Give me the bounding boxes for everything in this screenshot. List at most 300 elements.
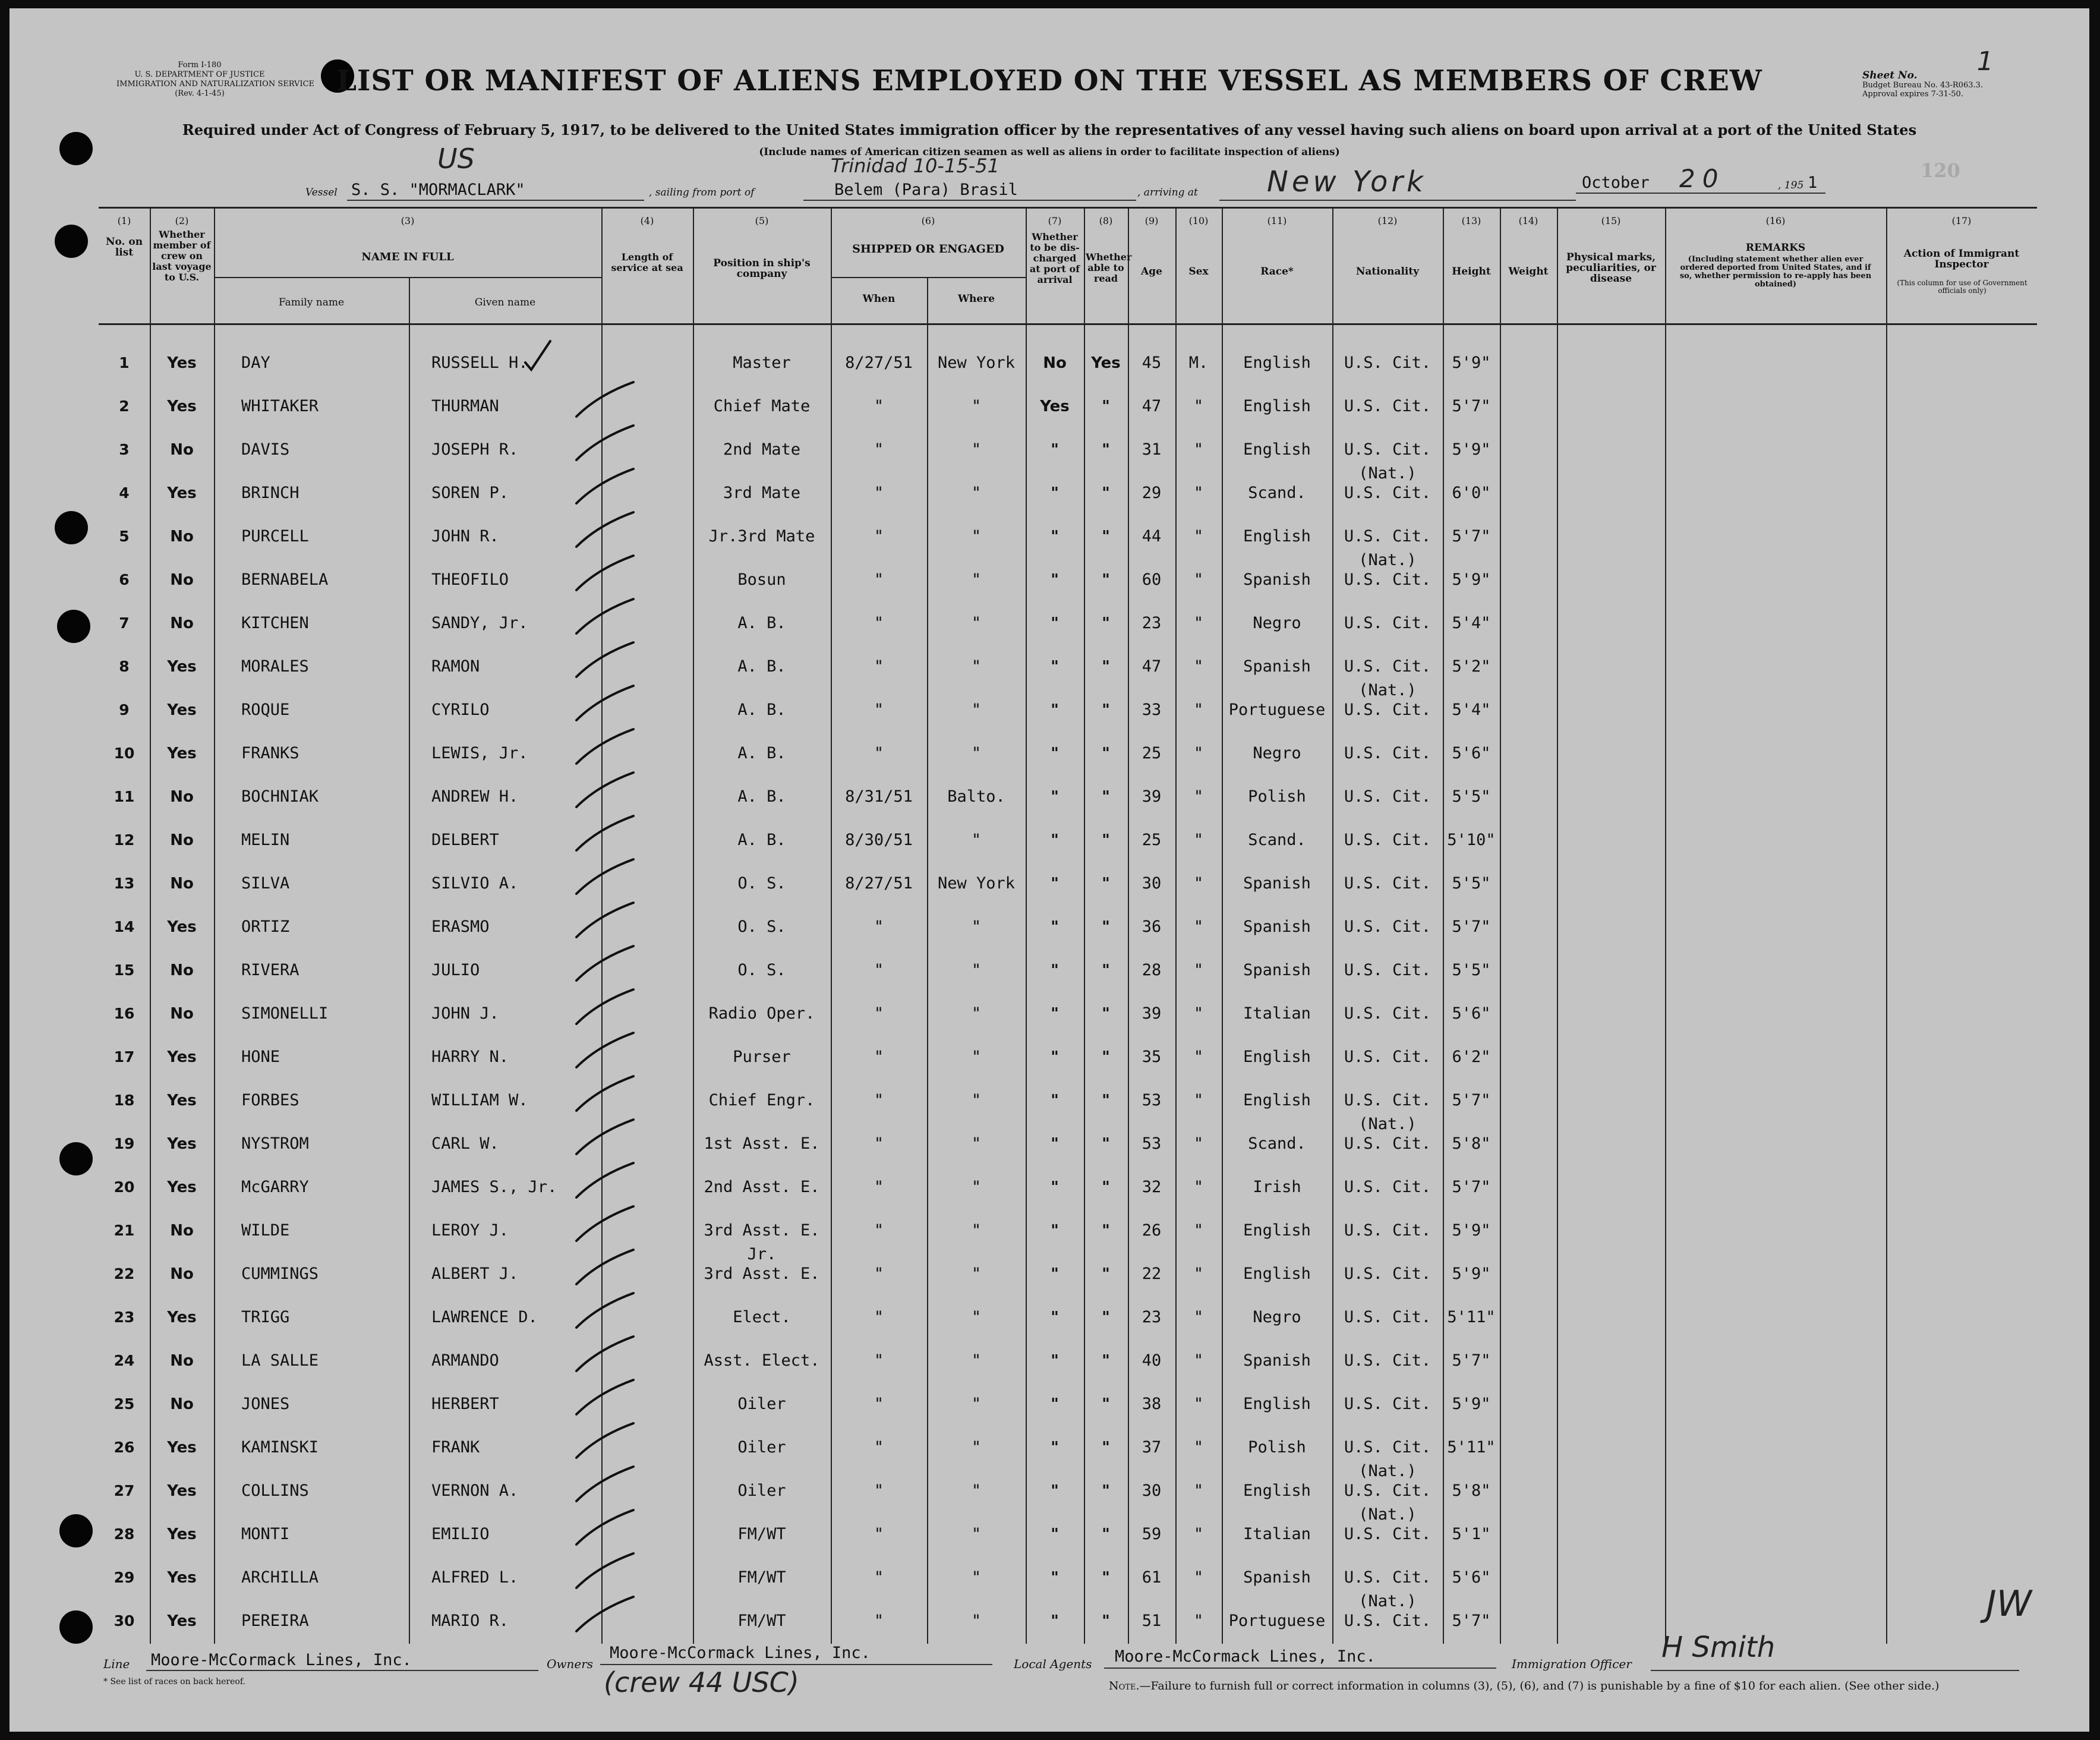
position: Jr.3rd Mate — [708, 527, 815, 546]
penalty-note — [1109, 1679, 1939, 1692]
able-to-read: " — [1102, 1309, 1110, 1326]
race: Negro — [1253, 1308, 1301, 1326]
height: 5'7" — [1452, 1612, 1491, 1630]
family-name: RIVERA — [241, 961, 299, 979]
nationality: U.S. Cit. — [1344, 614, 1431, 632]
family-name: ARCHILLA — [241, 1568, 319, 1587]
able-to-read: Yes — [1091, 354, 1121, 372]
column-number-c8: (8) — [1099, 215, 1113, 226]
age: 31 — [1142, 440, 1162, 459]
able-to-read: " — [1102, 1178, 1110, 1196]
sex: " — [1193, 484, 1204, 502]
check-mark-icon — [572, 727, 637, 768]
sex: " — [1193, 874, 1204, 893]
check-mark-icon — [572, 597, 637, 638]
discharged: " — [1051, 918, 1059, 936]
height: 5'7" — [1452, 1091, 1491, 1109]
age: 51 — [1142, 1612, 1162, 1630]
header-remarks: REMARKS — [1745, 242, 1806, 254]
nationality: U.S. Cit. — [1344, 961, 1431, 979]
note-text: —Failure to furnish full or correct information in columns (3), (5), (6), and (7) is punishable by a fine of $10 for each alien. (See other side.) — [1139, 1679, 1940, 1692]
age: 36 — [1142, 918, 1162, 936]
nationality: U.S. Cit. — [1344, 874, 1431, 893]
age: 23 — [1142, 614, 1162, 632]
row-number: 22 — [113, 1265, 135, 1282]
family-name: DAVIS — [241, 440, 290, 459]
family-name: KITCHEN — [241, 614, 309, 632]
family-name: SIMONELLI — [241, 1004, 329, 1023]
given-name: THURMAN — [431, 397, 499, 415]
able-to-read: " — [1102, 701, 1110, 719]
agents-value: Moore-McCormack Lines, Inc. — [1115, 1647, 1376, 1666]
sex: " — [1193, 701, 1204, 719]
race: Italian — [1243, 1004, 1311, 1023]
nationality: U.S. Cit. — [1344, 440, 1431, 459]
given-name: JOHN J. — [431, 1004, 499, 1023]
given-name: RUSSELL H. — [431, 354, 528, 372]
given-name: ERASMO — [431, 918, 490, 936]
sex: M. — [1188, 354, 1209, 372]
row-number: 12 — [113, 831, 135, 849]
race: Polish — [1248, 787, 1306, 806]
last-voyage: Yes — [167, 1178, 197, 1196]
nationality: U.S. Cit. — [1344, 1178, 1431, 1196]
check-mark-icon — [572, 1594, 637, 1636]
sex: " — [1193, 440, 1204, 459]
able-to-read: " — [1102, 1569, 1110, 1587]
age: 38 — [1142, 1395, 1162, 1413]
naturalized-note: (Nat.) — [1358, 1115, 1417, 1133]
race: English — [1243, 1221, 1311, 1240]
position: 3rd Asst. E. — [704, 1221, 820, 1240]
shipped-sub-rule — [831, 277, 1026, 278]
family-name: DAY — [241, 354, 270, 372]
arrival-month: October — [1582, 174, 1650, 192]
last-voyage: Yes — [167, 1525, 197, 1543]
shipped-where: " — [971, 1351, 982, 1370]
shipped-when: " — [874, 614, 884, 632]
race: Portuguese — [1228, 1612, 1326, 1630]
budget-bureau: Budget Bureau No. 43-R063.3. — [1862, 81, 1984, 90]
sex: " — [1193, 570, 1204, 589]
last-voyage: Yes — [167, 1092, 197, 1109]
shipped-when: " — [874, 1525, 884, 1543]
shipped-where: " — [971, 1134, 982, 1153]
height: 5'7" — [1452, 527, 1491, 546]
shipped-where: " — [971, 831, 982, 849]
age: 25 — [1142, 831, 1162, 849]
column-number-c16: (16) — [1765, 215, 1786, 226]
row-number: 10 — [113, 745, 135, 762]
height: 6'0" — [1452, 484, 1491, 502]
given-name: MARIO R. — [431, 1612, 509, 1630]
last-voyage: Yes — [167, 484, 197, 502]
last-voyage: No — [170, 1395, 194, 1413]
height: 5'10" — [1447, 831, 1496, 849]
port-handwritten: Trinidad 10-15-51 — [831, 155, 999, 177]
column-rule — [1557, 207, 1558, 1644]
shipped-when: " — [874, 397, 884, 415]
manifest-subnote: (Include names of American citizen seamen as well as aliens in order to facilitate inspection of aliens) — [759, 146, 1340, 158]
header-last-voyage: Whether member of crew on last voyage to U.S. — [152, 229, 212, 283]
able-to-read: " — [1102, 745, 1110, 762]
row-number: 4 — [119, 484, 130, 502]
discharged: " — [1051, 1005, 1059, 1023]
check-mark-icon — [572, 770, 637, 812]
sex: " — [1193, 1438, 1204, 1457]
family-name: JONES — [241, 1395, 290, 1413]
able-to-read: " — [1102, 1612, 1110, 1630]
family-name: BERNABELA — [241, 570, 329, 589]
row-number: 26 — [113, 1439, 135, 1456]
height: 5'7" — [1452, 918, 1491, 936]
race: English — [1243, 1091, 1311, 1109]
sailing-from-label: , sailing from port of — [649, 187, 755, 198]
shipped-where: " — [971, 1395, 982, 1413]
vessel-label: Vessel — [305, 187, 338, 198]
position: 2nd Asst. E. — [704, 1178, 820, 1196]
position: Chief Engr. — [708, 1091, 815, 1109]
header-age: Age — [1141, 266, 1162, 278]
header-race: Race* — [1260, 266, 1294, 278]
discharged: " — [1051, 658, 1059, 676]
sex: " — [1193, 1265, 1204, 1283]
punch-hole — [55, 511, 88, 544]
age: 59 — [1142, 1525, 1162, 1543]
race: English — [1243, 1395, 1311, 1413]
shipped-where: " — [971, 1004, 982, 1023]
age: 33 — [1142, 701, 1162, 719]
column-number-c4: (4) — [640, 215, 654, 226]
height: 5'11" — [1447, 1308, 1496, 1326]
nationality: U.S. Cit. — [1344, 657, 1431, 676]
discharged: " — [1051, 441, 1059, 459]
position: Master — [733, 354, 791, 372]
header-able-to-read: Whether able to read — [1086, 251, 1132, 284]
discharged: " — [1051, 1048, 1059, 1066]
check-mark-icon — [572, 1508, 637, 1549]
sheet-no-label: Sheet No. — [1862, 70, 1918, 81]
shipped-when: 8/27/51 — [845, 354, 913, 372]
position: FM/WT — [737, 1568, 786, 1587]
race: Scand. — [1248, 484, 1306, 502]
last-voyage: Yes — [167, 1135, 197, 1153]
race: Spanish — [1243, 874, 1311, 893]
nationality: U.S. Cit. — [1344, 701, 1431, 719]
able-to-read: " — [1102, 1048, 1110, 1066]
discharged: Yes — [1040, 398, 1070, 415]
check-mark-icon — [572, 1204, 637, 1246]
nationality: U.S. Cit. — [1344, 1004, 1431, 1023]
header-no-on-list: No. on list — [105, 236, 143, 259]
height: 5'8" — [1452, 1481, 1491, 1500]
height: 5'9" — [1452, 440, 1491, 459]
position: A. B. — [737, 701, 786, 719]
height: 5'9" — [1452, 1221, 1491, 1240]
last-voyage: Yes — [167, 354, 197, 372]
given-name: ALFRED L. — [431, 1568, 519, 1587]
shipped-where: " — [971, 1091, 982, 1109]
shipped-when: " — [874, 570, 884, 589]
height: 5'9" — [1452, 1265, 1491, 1283]
family-name: MORALES — [241, 657, 309, 676]
family-name: MELIN — [241, 831, 290, 849]
shipped-where: " — [971, 527, 982, 546]
sex: " — [1193, 657, 1204, 676]
race: English — [1243, 1048, 1311, 1066]
sex: " — [1193, 614, 1204, 632]
given-name: HARRY N. — [431, 1048, 509, 1066]
agents-label: Local Agents — [1014, 1657, 1092, 1671]
sex: " — [1193, 1048, 1204, 1066]
sex: " — [1193, 1612, 1204, 1630]
discharged: " — [1051, 1135, 1059, 1153]
nationality: U.S. Cit. — [1344, 1221, 1431, 1240]
check-mark-icon — [522, 336, 587, 378]
family-name: McGARRY — [241, 1178, 309, 1196]
column-rule — [214, 207, 215, 1644]
nationality: U.S. Cit. — [1344, 1265, 1431, 1283]
given-name: HERBERT — [431, 1395, 499, 1413]
race: Polish — [1248, 1438, 1306, 1457]
check-mark-icon — [572, 640, 637, 682]
nationality: U.S. Cit. — [1344, 1481, 1431, 1500]
column-number-c15: (15) — [1601, 215, 1621, 226]
family-name: MONTI — [241, 1525, 290, 1543]
age: 40 — [1142, 1351, 1162, 1370]
last-voyage: No — [170, 1222, 194, 1240]
check-mark-icon — [572, 466, 637, 508]
row-number: 13 — [113, 875, 135, 892]
able-to-read: " — [1102, 614, 1110, 632]
shipped-where: " — [971, 397, 982, 415]
sex: " — [1193, 1395, 1204, 1413]
column-number-c11: (11) — [1267, 215, 1287, 226]
able-to-read: " — [1102, 1352, 1110, 1370]
position: Chief Mate — [713, 397, 811, 415]
discharged: " — [1051, 1612, 1059, 1630]
check-mark-icon — [572, 423, 637, 465]
height: 5'4" — [1452, 614, 1491, 632]
family-name: FORBES — [241, 1091, 299, 1109]
discharged: " — [1051, 701, 1059, 719]
nationality: U.S. Cit. — [1344, 1395, 1431, 1413]
given-name: ALBERT J. — [431, 1265, 519, 1283]
sex: " — [1193, 1178, 1204, 1196]
discharged: " — [1051, 875, 1059, 893]
position: Purser — [733, 1048, 791, 1066]
check-mark-icon — [572, 1074, 637, 1115]
race: Negro — [1253, 614, 1301, 632]
header-where: Where — [957, 293, 995, 305]
race: Negro — [1253, 744, 1301, 762]
check-mark-icon — [572, 944, 637, 985]
able-to-read: " — [1102, 1005, 1110, 1023]
row-number: 30 — [113, 1612, 135, 1629]
nationality: U.S. Cit. — [1344, 397, 1431, 415]
shipped-when: 8/27/51 — [845, 874, 913, 893]
position: A. B. — [737, 657, 786, 676]
shipped-where: " — [971, 701, 982, 719]
arriving-port-handwritten: New York — [1267, 165, 1427, 198]
approval-expires: Approval expires 7-31-50. — [1862, 90, 1963, 99]
header-remarks-sub: (Including statement whether alien ever ordered deported from United States, and if so, whether permission to re-apply has been obtained) — [1679, 255, 1872, 289]
last-voyage: Yes — [167, 658, 197, 676]
family-name: KAMINSKI — [241, 1438, 319, 1457]
position: O. S. — [737, 874, 786, 893]
age: 47 — [1142, 657, 1162, 676]
header-sex: Sex — [1188, 266, 1209, 278]
discharged: " — [1051, 1222, 1059, 1240]
shipped-when: " — [874, 440, 884, 459]
header-when: When — [862, 293, 896, 305]
shipped-where: New York — [937, 874, 1016, 893]
row-number: 16 — [113, 1005, 135, 1022]
shipped-where: Balto. — [947, 787, 1005, 806]
shipped-when: " — [874, 1351, 884, 1370]
check-mark-icon — [572, 814, 637, 855]
sex: " — [1193, 961, 1204, 979]
able-to-read: " — [1102, 1265, 1110, 1283]
last-voyage: Yes — [167, 398, 197, 415]
sheet-no-value: 1 — [1976, 46, 1994, 77]
family-name: ROQUE — [241, 701, 290, 719]
age: 39 — [1142, 1004, 1162, 1023]
header-nationality: Nationality — [1355, 266, 1420, 278]
last-voyage: No — [170, 1005, 194, 1023]
check-mark-icon — [572, 1464, 637, 1506]
nationality: U.S. Cit. — [1344, 354, 1431, 372]
header-action-sub: (This column for use of Government officials only) — [1897, 279, 2028, 295]
column-number-c17: (17) — [1951, 215, 1972, 226]
header-shipped-or-engaged: SHIPPED OR ENGAGED — [852, 242, 1004, 256]
age: 47 — [1142, 397, 1162, 415]
position-prefix: Jr. — [747, 1245, 777, 1263]
race: English — [1243, 527, 1311, 546]
race: Spanish — [1243, 918, 1311, 936]
header-length-of-service: Length of service at sea — [611, 251, 683, 273]
able-to-read: " — [1102, 1222, 1110, 1240]
discharged: " — [1051, 788, 1059, 806]
position: 1st Asst. E. — [704, 1134, 820, 1153]
row-number: 29 — [113, 1569, 135, 1586]
height: 5'7" — [1452, 1178, 1491, 1196]
header-height: Height — [1452, 266, 1491, 278]
row-number: 18 — [113, 1092, 135, 1109]
shipped-where: " — [971, 961, 982, 979]
races-note: * See list of races on back hereof. — [103, 1677, 245, 1687]
naturalized-note: (Nat.) — [1358, 1462, 1417, 1480]
check-mark-icon — [572, 1161, 637, 1202]
header-given-name: Given name — [474, 297, 536, 308]
discharged: " — [1051, 1569, 1059, 1587]
column-number-c7: (7) — [1048, 215, 1062, 226]
discharged: " — [1051, 1178, 1059, 1196]
age: 60 — [1142, 570, 1162, 589]
shipped-when: " — [874, 918, 884, 936]
age: 30 — [1142, 874, 1162, 893]
discharged: " — [1051, 1092, 1059, 1109]
last-voyage: No — [170, 1265, 194, 1283]
race: English — [1243, 1481, 1311, 1500]
given-name: CYRILO — [431, 701, 490, 719]
position: A. B. — [737, 787, 786, 806]
able-to-read: " — [1102, 1135, 1110, 1153]
shipped-where: " — [971, 484, 982, 502]
check-mark-icon — [572, 1030, 637, 1072]
height: 5'9" — [1452, 354, 1491, 372]
column-number-c3: (3) — [401, 215, 415, 226]
column-number-c2: (2) — [175, 215, 189, 226]
owners-label: Owners — [547, 1657, 594, 1671]
column-rule — [1665, 207, 1666, 1644]
able-to-read: " — [1102, 918, 1110, 936]
shipped-where: " — [971, 657, 982, 676]
check-mark-icon — [572, 1117, 637, 1159]
check-mark-icon — [572, 1291, 637, 1332]
column-rule — [1500, 207, 1501, 1644]
given-name: THEOFILO — [431, 570, 509, 589]
able-to-read: " — [1102, 962, 1110, 979]
form-rev: (Rev. 4-1-45) — [175, 89, 225, 98]
header-weight: Weight — [1508, 266, 1549, 278]
height: 5'6" — [1452, 1568, 1491, 1587]
age: 53 — [1142, 1091, 1162, 1109]
row-number: 1 — [119, 354, 130, 371]
check-mark-icon — [572, 553, 637, 595]
position: O. S. — [737, 961, 786, 979]
arrival-year-suffix: 1 — [1808, 174, 1818, 192]
shipped-where: " — [971, 1612, 982, 1630]
punch-hole — [59, 1142, 93, 1175]
able-to-read: " — [1102, 875, 1110, 893]
row-number: 15 — [113, 962, 135, 979]
nationality: U.S. Cit. — [1344, 787, 1431, 806]
height: 5'5" — [1452, 874, 1491, 893]
punch-hole — [59, 1514, 93, 1547]
family-name: SILVA — [241, 874, 290, 893]
shipped-when: " — [874, 1481, 884, 1500]
column-number-c10: (10) — [1188, 215, 1209, 226]
position: A. B. — [737, 744, 786, 762]
sex: " — [1193, 744, 1204, 762]
family-name: NYSTROM — [241, 1134, 309, 1153]
height: 5'6" — [1452, 744, 1491, 762]
shipped-when: " — [874, 1221, 884, 1240]
check-mark-icon — [572, 683, 637, 725]
check-mark-icon — [572, 987, 637, 1029]
nationality: U.S. Cit. — [1344, 744, 1431, 762]
height: 5'1" — [1452, 1525, 1491, 1543]
given-name: LEROY J. — [431, 1221, 509, 1240]
shipped-when: " — [874, 1612, 884, 1630]
check-mark-icon — [572, 1551, 637, 1593]
last-voyage: Yes — [167, 1569, 197, 1587]
manifest-title: LIST OR MANIFEST OF ALIENS EMPLOYED ON THE VESSEL AS MEMBERS OF CREW — [336, 64, 1762, 97]
nationality: U.S. Cit. — [1344, 1351, 1431, 1370]
height: 5'4" — [1452, 701, 1491, 719]
given-name: SILVIO A. — [431, 874, 519, 893]
row-number: 20 — [113, 1178, 135, 1196]
given-name: DELBERT — [431, 831, 499, 849]
height: 5'6" — [1452, 1004, 1491, 1023]
sex: " — [1193, 1481, 1204, 1500]
shipped-when: " — [874, 1178, 884, 1196]
last-voyage: No — [170, 831, 194, 849]
check-mark-icon — [572, 380, 637, 421]
able-to-read: " — [1102, 484, 1110, 502]
column-rule — [1886, 207, 1887, 1644]
